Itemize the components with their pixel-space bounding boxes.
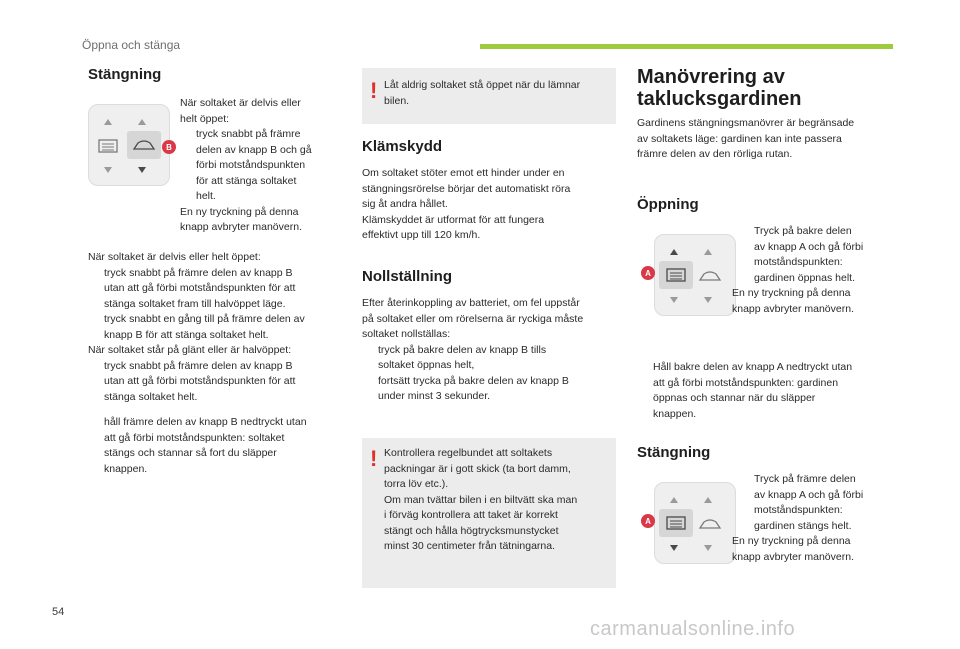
page-title <box>637 66 802 110</box>
text-line: minst 30 centimeter från tätningarna. <box>384 540 556 552</box>
intro-block <box>180 96 340 236</box>
text-line: När soltaket är delvis eller helt öppet: <box>88 251 261 263</box>
text-line: knappen. <box>653 407 697 420</box>
warning-icon: ! <box>370 446 378 471</box>
text-line: öppnas och stannar när du släpper <box>653 392 816 404</box>
text-line: Tryck på främre delen <box>754 473 856 485</box>
heading-oppning: Öppning <box>637 196 699 213</box>
text-line: motståndspunkten: <box>754 504 843 516</box>
text-line: fortsätt trycka på bakre delen av knapp B <box>378 374 569 387</box>
text-line: soltaket nollställas: <box>362 328 451 340</box>
text-line: helt öppet: <box>180 112 230 125</box>
text-line: tryck snabbt på främre delen av knapp B <box>104 359 293 372</box>
text-line: effektivt upp till 120 km/h. <box>362 229 481 241</box>
text-line: Om soltaket stöter emot ett hinder under en <box>362 167 565 179</box>
bullet-item <box>88 415 350 477</box>
text-line: att gå förbi motståndspunkten: soltaket <box>104 431 285 444</box>
text-line: När soltaket är delvis eller <box>180 97 301 109</box>
text-line: En ny tryckning på denna <box>732 535 851 547</box>
text-line: packningar är i gott skick (ta bort damm, <box>384 462 571 475</box>
text-line: Klämskyddet är utformat för att fungera <box>362 213 545 226</box>
text-line: torra löv etc.). <box>384 478 449 490</box>
text-line: Kontrollera regelbundet att soltakets <box>384 447 553 459</box>
text-line: Om man tvättar bilen i en biltvätt ska man <box>384 493 578 506</box>
reset-text <box>362 296 616 405</box>
bullet-item <box>180 127 340 205</box>
bullet-item <box>88 266 350 313</box>
text-line: gardinen öppnas helt. <box>754 271 855 284</box>
text-line: tryck snabbt på främre <box>196 128 301 140</box>
text-line: motståndspunkten: <box>754 256 843 268</box>
text-line: för att stänga soltaket <box>196 174 297 187</box>
hold-instructions <box>637 360 899 422</box>
text-line: En ny tryckning på denna <box>732 287 851 299</box>
page-number: 54 <box>52 606 65 618</box>
blind-button-icon <box>659 509 693 537</box>
text-line: av knapp A och gå förbi <box>754 488 864 501</box>
text-line: Tryck på bakre delen <box>754 225 852 237</box>
blind-button-icon <box>95 133 121 159</box>
bullet-item <box>362 343 616 374</box>
arrow-up-icon <box>695 487 721 513</box>
blind-control-panel <box>654 482 736 564</box>
watermark: carmanualsonline.info <box>590 618 796 640</box>
blind-intro-text <box>637 116 899 163</box>
klamskydd-text <box>362 166 616 244</box>
text-line: Gardinens stängningsmanövrer är begränsade <box>637 117 855 129</box>
button-a-label: A <box>641 514 655 528</box>
warning-text <box>384 78 604 109</box>
arrow-down-icon <box>695 535 721 561</box>
bullet-item <box>88 312 350 343</box>
text-line: utan att gå förbi motståndspunkten för att <box>104 375 296 387</box>
text-line: att gå förbi motståndspunkten: gardinen <box>653 376 839 389</box>
bullet-item <box>732 224 902 286</box>
bullet-item <box>88 359 350 406</box>
button-b-label: B <box>162 140 176 154</box>
text-line: främre delen av den rörliga rutan. <box>637 148 793 160</box>
text-line: under minst 3 sekunder. <box>378 390 491 402</box>
text-line: stängningsrörelse börjar det automatiskt röra <box>362 182 571 195</box>
arrow-down-icon <box>661 287 687 313</box>
text-line: stängt och hålla högtrycksmunstycket <box>384 524 559 537</box>
text-line: av soltakets läge: gardinen kan inte passera <box>637 132 842 145</box>
heading-klamskydd: Klämskydd <box>362 138 443 155</box>
text-line: i förväg kontrollera att taket är korrekt <box>384 509 558 521</box>
text-line: När soltaket står på glänt eller är halvöppet: <box>88 344 292 356</box>
text-line: helt. <box>196 190 216 202</box>
text-line: En ny tryckning på denna <box>180 205 299 218</box>
text-line: stängs och stannar så fort du släpper <box>104 447 277 459</box>
text-line: Efter återinkoppling av batteriet, om fel uppstår <box>362 297 580 309</box>
text-line: stänga soltaket helt. <box>104 390 198 403</box>
title-line: Manövrering av <box>637 66 785 88</box>
warning-icon: ! <box>370 78 378 103</box>
sunroof-button-icon <box>127 131 161 159</box>
text-line: sig åt andra hållet. <box>362 198 448 210</box>
text-line: tryck snabbt en gång till på främre delen av <box>104 313 305 325</box>
sunroof-control-panel <box>88 104 170 186</box>
text-line: tryck på bakre delen av knapp B tills <box>378 343 547 356</box>
text-line: delen av knapp B och gå <box>196 143 312 156</box>
text-line: bilen. <box>384 94 410 107</box>
warning-box <box>362 438 616 588</box>
text-line: knapp avbryter manövern. <box>732 550 854 563</box>
blind-button-icon <box>659 261 693 289</box>
text-line: knapp B för att stänga soltaket helt. <box>104 328 269 341</box>
button-a-label: A <box>641 266 655 280</box>
heading-nollstallning: Nollställning <box>362 268 452 285</box>
blind-control-panel <box>654 234 736 316</box>
text-line: soltaket öppnas helt, <box>378 359 475 371</box>
text-line: på soltaket eller om rörelserna är ryckiga måste <box>362 312 584 325</box>
text-line: tryck snabbt på främre delen av knapp B <box>104 266 293 279</box>
text-line: Håll bakre delen av knapp A nedtryckt utan <box>653 361 853 373</box>
arrow-up-icon <box>95 109 121 135</box>
text-line: Låt aldrig soltaket stå öppet när du lämnar <box>384 79 581 91</box>
title-line: taklucksgardinen <box>637 88 802 110</box>
arrow-down-icon <box>95 157 121 183</box>
text-line: förbi motståndspunkten <box>196 159 306 171</box>
text-line: knappen. <box>104 462 148 475</box>
heading-stangning-gardin: Stängning <box>637 444 711 461</box>
arrow-up-icon <box>695 239 721 265</box>
bullet-item <box>362 374 616 405</box>
text-line: utan att gå förbi motståndspunkten för att <box>104 282 296 294</box>
arrow-down-icon <box>129 157 155 183</box>
close-instructions <box>732 472 902 565</box>
warning-text <box>384 446 604 555</box>
text-line: knapp avbryter manövern. <box>180 221 302 233</box>
sunroof-button-icon <box>697 511 723 537</box>
bullet-item <box>732 472 902 534</box>
warning-box <box>362 68 616 124</box>
text-line: knapp avbryter manövern. <box>732 302 854 315</box>
text-line: stänga soltaket fram till halvöppet läge. <box>104 297 286 310</box>
section-title: Öppna och stänga <box>82 38 181 52</box>
text-line: håll främre delen av knapp B nedtryckt utan <box>104 416 307 428</box>
bullet-item <box>637 360 899 422</box>
header-rule <box>480 44 893 49</box>
text-line: av knapp A och gå förbi <box>754 240 864 253</box>
sunroof-button-icon <box>697 263 723 289</box>
text-line: gardinen stängs helt. <box>754 519 852 532</box>
instructions-block <box>88 250 350 477</box>
heading-stangning: Stängning <box>88 66 162 83</box>
arrow-down-icon <box>695 287 721 313</box>
open-instructions <box>732 224 902 317</box>
arrow-down-icon <box>661 535 687 561</box>
